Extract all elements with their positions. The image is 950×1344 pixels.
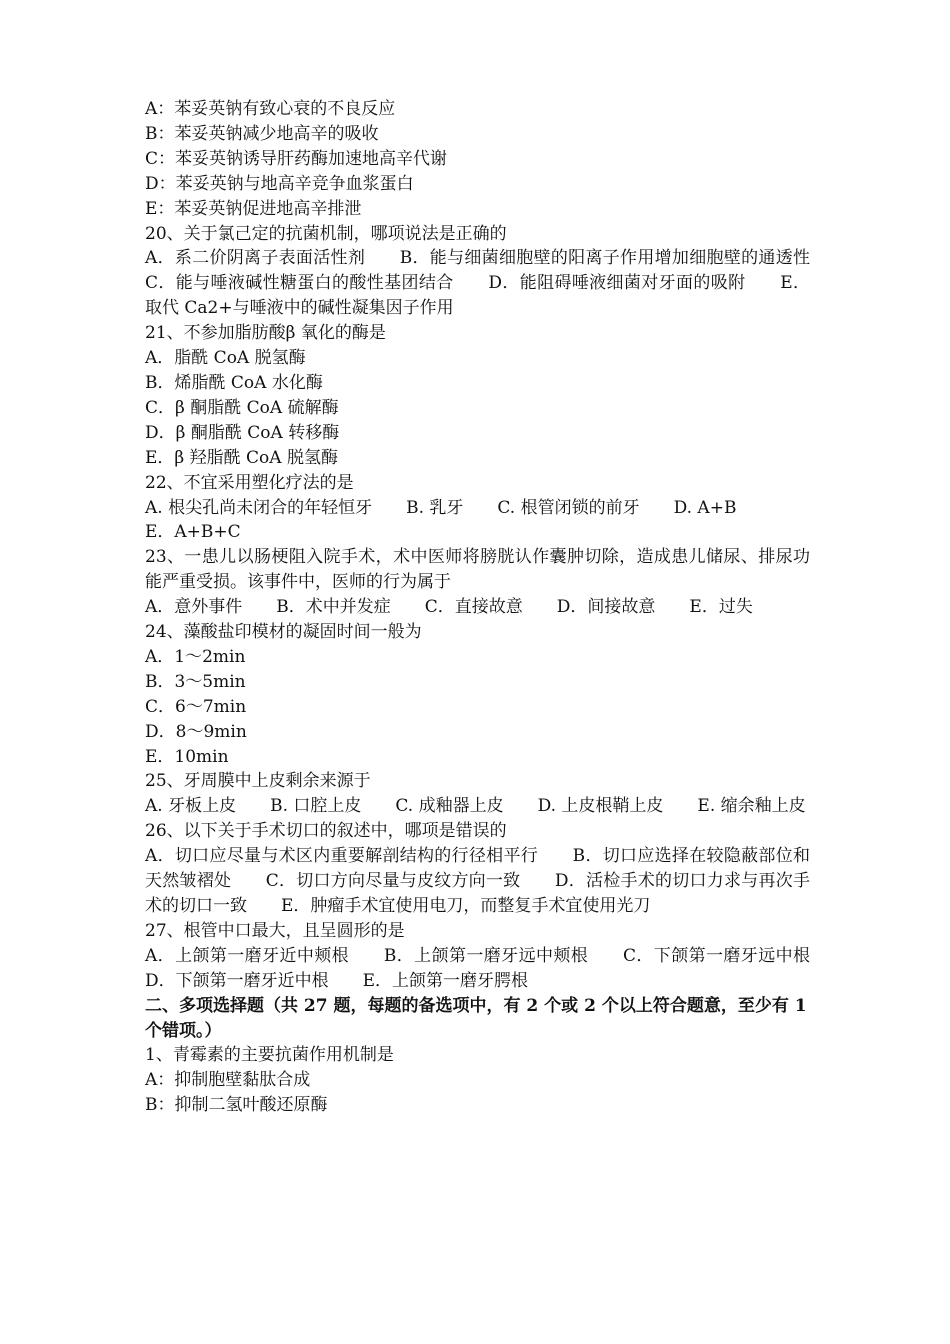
option-d-line: D：苯妥英钠与地高辛竞争血浆蛋白 (145, 173, 414, 194)
document-page (145, 97, 844, 1118)
option-a-line: A．脂酰 CoA 脱氢酶 (145, 348, 306, 369)
option-e-line: E：苯妥英钠促进地高辛排泄 (145, 198, 362, 219)
question-1: 1、青霉素的主要抗菌作用机制是 (145, 1045, 394, 1066)
option-d-line: D．β 酮脂酰 CoA 转移酶 (145, 422, 340, 443)
section-heading: 二、多项选择题（共 27 题，每题的备选项中，有 2 个或 2 个以上符合题意，至少有 1 个错项。） (145, 995, 807, 1041)
option-a-line: A：苯妥英钠有致心衰的不良反应 (145, 99, 396, 119)
question-25-options: A. 牙板上皮 B. 口腔上皮 C. 成釉器上皮 D. 上皮根鞘上皮 E. 缩余釉上皮 (145, 796, 806, 817)
option-d-line: D．8～9min (145, 721, 247, 742)
question-26-options: A．切口应尽量与术区内重要解剖结构的行径相平行 B．切口应选择在较隐蔽部位和天然皱褶处 C．切口方向尽量与皮纹方向一致 D．活检手术的切口力求与再次手术的切口一致 E．肿瘤手术宜使用电刀，而整复手术宜使用光刀 (145, 846, 810, 916)
option-c-line: C：苯妥英钠诱导肝药酶加速地高辛代谢 (145, 148, 448, 169)
option-a-line: A．1～2min (145, 646, 246, 667)
option-b-line: B：抑制二氢叶酸还原酶 (145, 1095, 328, 1116)
question-20: 20、关于氯己定的抗菌机制，哪项说法是正确的 (145, 223, 507, 244)
question-25: 25、牙周膜中上皮剩余来源于 (145, 771, 371, 792)
option-c-line: C．6～7min (145, 696, 247, 717)
question-23: 23、一患儿以肠梗阻入院手术，术中医师将膀胱认作囊肿切除，造成患儿储尿、排尿功能严重受损。该事件中，医师的行为属于 (145, 547, 810, 593)
option-e-line: E．β 羟脂酰 CoA 脱氢酶 (145, 447, 338, 468)
question-22: 22、不宜采用塑化疗法的是 (145, 472, 354, 493)
question-27: 27、根管中口最大，且呈圆形的是 (145, 920, 405, 941)
option-b-line: B：苯妥英钠减少地高辛的吸收 (145, 123, 379, 144)
question-22-options: A. 根尖孔尚未闭合的年轻恒牙 B. 乳牙 C. 根管闭锁的前牙 D. A+B (145, 497, 737, 518)
question-20-options: A．系二价阴离子表面活性剂 B．能与细菌细胞壁的阳离子作用增加细胞壁的通透性 C．能与唾液碱性糖蛋白的酸性基团结合 D．能阻碍唾液细菌对牙面的吸附 E．取代 Ca2+与唾液中的碱性凝集因子作用 (145, 248, 844, 319)
option-a-line: A：抑制胞壁黏肽合成 (145, 1070, 311, 1091)
option-b-line: B．烯脂酰 CoA 水化酶 (145, 372, 323, 393)
question-23-options: A．意外事件 B．术中并发症 C．直接故意 D．间接故意 E．过失 (145, 597, 753, 618)
option-b-line: B．3～5min (145, 671, 246, 692)
question-27-options: A．上颌第一磨牙近中颊根 B．上颌第一磨牙远中颊根 C．下颌第一磨牙远中根 D．下颌第一磨牙近中根 E．上颌第一磨牙腭根 (145, 945, 844, 991)
question-24: 24、藻酸盐印模材的凝固时间一般为 (145, 622, 422, 643)
option-e-line: E．A+B+C (145, 522, 241, 543)
option-c-line: C．β 酮脂酰 CoA 硫解酶 (145, 397, 339, 418)
option-e-line: E．10min (145, 746, 229, 767)
question-26: 26、以下关于手术切口的叙述中，哪项是错误的 (145, 821, 507, 842)
question-21: 21、不参加脂肪酸β 氧化的酶是 (145, 323, 386, 344)
